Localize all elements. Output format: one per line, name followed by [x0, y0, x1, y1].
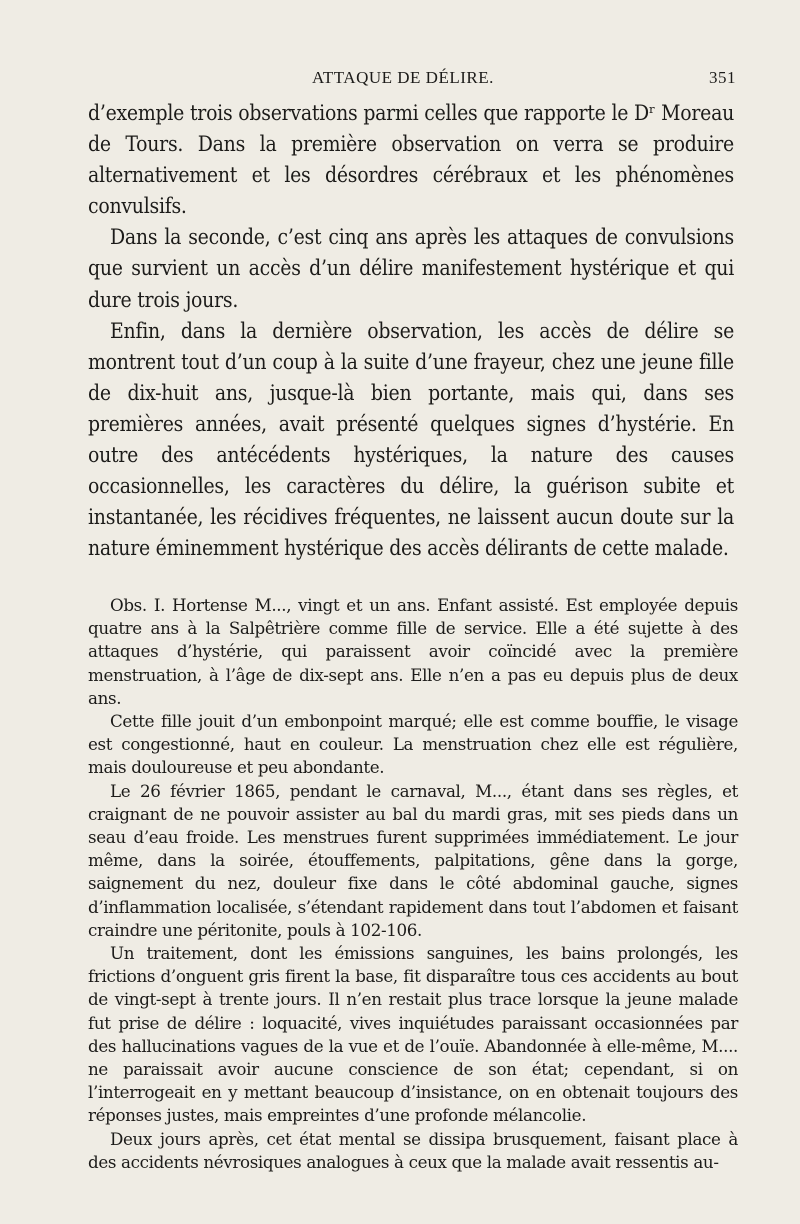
page-number: 351: [709, 68, 736, 87]
observation-paragraph: Obs. I. Hortense M..., vingt et un ans. Enfant assisté. Est employée depuis quatre ans à la Salpêtrière comme fille de service. Elle a été sujette à des attaques d’hystérie, qui paraissent avoir coïncidé avec la première menstruation, à l’âge de dix-sept ans. Elle n’en a pas eu depuis plus de deux ans.: [88, 595, 738, 708]
paragraph-continuation: d’exemple trois observations parmi celles que rapporte le Dʳ Moreau de Tours. Dans la première observation on verra se produire alternativement et les désordres cérébraux et les phénomènes convulsifs.: [88, 101, 734, 219]
paragraph-last-observation: Enfin, dans la dernière observation, les accès de délire se montrent tout d’un coup à la suite d’une frayeur, chez une jeune fille de dix-huit ans, jusque-là bien portante, mais qui, dans ses premières années, avait présenté quelques signes d’hystérie. En outre des antécédents hystériques, la nature des causes occasionnelles, les caractères du délire, la guérison subite et instantanée, les récidives fréquentes, ne laissent aucun doute sur la nature éminemment hystérique des accès délirants de cette malade.: [88, 318, 734, 561]
observation-block: [88, 594, 738, 1174]
observation-paragraph: Le 26 février 1865, pendant le carnaval, M..., étant dans ses règles, et craignant de ne pouvoir assister au bal du mardi gras, mit ses pieds dans un seau d’eau froide. Les menstrues furent supprimées immédiatement. Le jour même, dans la soirée, étouffements, palpitations, gêne dans la gorge, saignement du nez, douleur fixe dans le côté abdominal gauche, signes d’inflammation localisée, s’étendant rapidement dans tout l’abdomen et faisant craindre une péritonite, pouls à 102-106.: [88, 780, 738, 940]
observation-paragraph: Un traitement, dont les émissions sanguines, les bains prolongés, les frictions d’onguent gris firent la base, fit disparaître tous ces accidents au bout de vingt-sept à trente jours. Il n’en restait plus trace lorsque la jeune malade fut prise de délire : loquacité, vives inquiétudes paraissant occasionnées par des hallucinations vagues de la vue et de l’ouïe. Abandonnée à elle-même, M.... ne paraissait avoir aucune conscience de son état; cependant, si on l’interrogeait en y mettant beaucoup d’insistance, on en obtenait toujours des réponses justes, mais empreintes d’une profonde mélancolie.: [88, 943, 738, 1126]
running-header: [0, 68, 800, 92]
main-text: [88, 98, 734, 564]
paragraph-second-observation: Dans la seconde, c’est cinq ans après les attaques de convulsions que survient un accès d’un délire manifestement hystérique et qui dure trois jours.: [88, 225, 734, 312]
running-title: ATTAQUE DE DÉLIRE.: [312, 68, 494, 87]
observation-paragraph: Cette fille jouit d’un embonpoint marqué; elle est comme bouffie, le visage est congestionné, haut en couleur. La menstruation chez elle est régulière, mais douloureuse et peu abondante.: [88, 711, 738, 778]
observation-paragraph: Deux jours après, cet état mental se dissipa brusquement, faisant place à des accidents névrosiques analogues à ceux que la malade avait ressentis au-: [88, 1128, 738, 1172]
